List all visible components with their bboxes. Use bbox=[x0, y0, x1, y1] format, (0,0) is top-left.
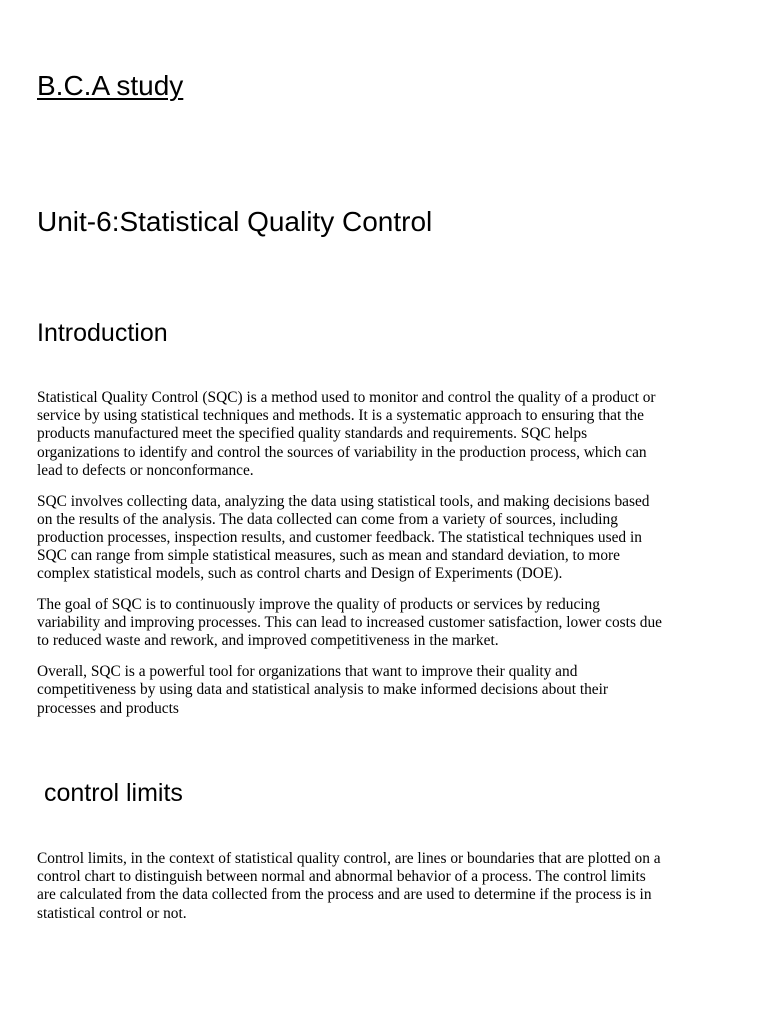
text-line: processes and products bbox=[37, 699, 179, 717]
text-line: The goal of SQC is to continuously improve the quality of products or services by reducing bbox=[37, 596, 600, 614]
text-line: SQC can range from simple statistical measures, such as mean and standard deviation, to more bbox=[37, 547, 620, 565]
text-line: variability and improving processes. This can lead to increased customer satisfaction, lower costs due bbox=[37, 614, 662, 632]
text-line: statistical control or not. bbox=[37, 904, 187, 922]
text-line: complex statistical models, such as control charts and Design of Experiments (DOE). bbox=[37, 565, 563, 583]
text-line: are calculated from the data collected from the process and are used to determine if the process is in bbox=[37, 886, 652, 904]
intro-paragraph-3 bbox=[37, 596, 737, 651]
introduction-heading: Introduction bbox=[37, 319, 168, 347]
text-line: on the results of the analysis. The data collected can come from a variety of sources, including bbox=[37, 510, 618, 528]
control-limits-heading: control limits bbox=[44, 779, 183, 807]
text-line: SQC involves collecting data, analyzing the data using statistical tools, and making decisions based bbox=[37, 492, 650, 510]
intro-paragraph-1 bbox=[37, 389, 737, 480]
unit-title: Unit-6:Statistical Quality Control bbox=[37, 206, 433, 237]
text-line: to reduced waste and rework, and improved competitiveness in the market. bbox=[37, 632, 499, 650]
text-line: Overall, SQC is a powerful tool for organizations that want to improve their quality and bbox=[37, 663, 578, 681]
site-title-link[interactable]: B.C.A study bbox=[37, 70, 184, 101]
text-line: lead to defects or nonconformance. bbox=[37, 461, 254, 479]
text-line: service by using statistical techniques and methods. It is a systematic approach to ensuring that the bbox=[37, 407, 644, 425]
text-line: organizations to identify and control the sources of variability in the production process, which can bbox=[37, 443, 647, 461]
text-line: production processes, inspection results, and customer feedback. The statistical techniques used in bbox=[37, 528, 642, 546]
text-line: Statistical Quality Control (SQC) is a method used to monitor and control the quality of a product or bbox=[37, 389, 656, 406]
introduction-body bbox=[37, 389, 737, 730]
text-line: products manufactured meet the specified quality standards and requirements. SQC helps bbox=[37, 425, 588, 443]
control-limits-body bbox=[37, 850, 737, 935]
text-line: control chart to distinguish between normal and abnormal behavior of a process. The control limits bbox=[37, 868, 646, 886]
text-line: competitiveness by using data and statistical analysis to make informed decisions about their bbox=[37, 681, 609, 699]
text-line: Control limits, in the context of statistical quality control, are lines or boundaries that are plotted on a bbox=[37, 850, 661, 867]
intro-paragraph-4 bbox=[37, 663, 737, 718]
intro-paragraph-2 bbox=[37, 493, 737, 584]
control-limits-paragraph-1 bbox=[37, 850, 737, 923]
